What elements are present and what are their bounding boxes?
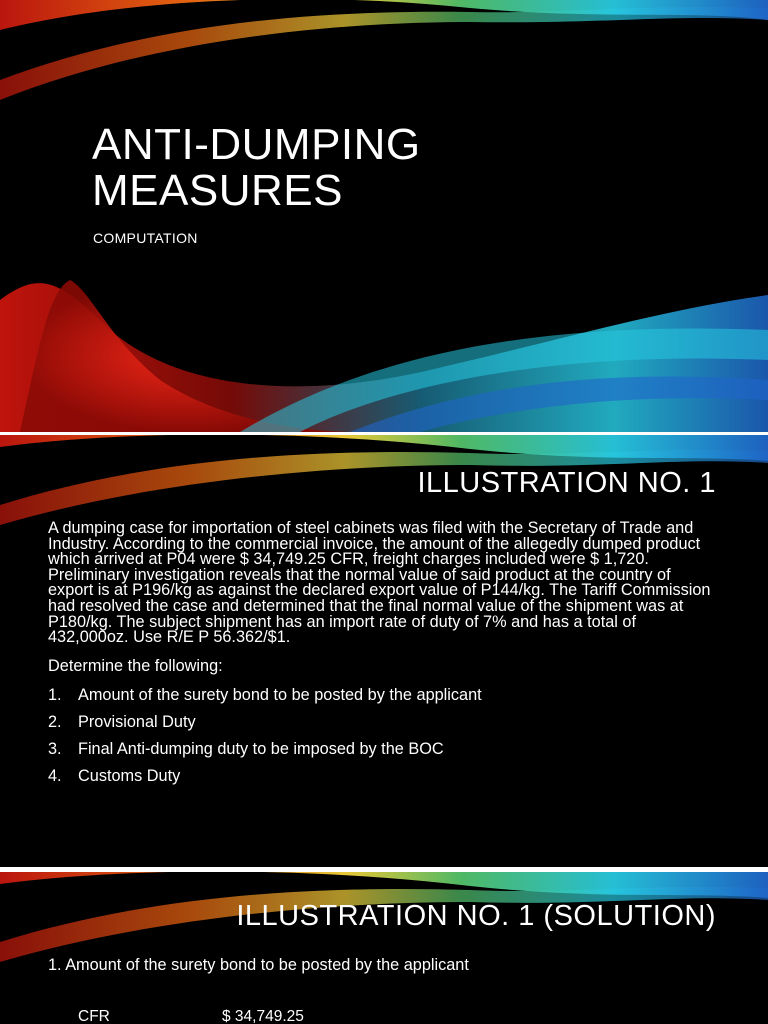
- list-text: Final Anti-dumping duty to be imposed by the BOC: [78, 739, 444, 758]
- swoosh-decoration: [0, 0, 768, 432]
- list-number: 3.: [48, 739, 62, 758]
- cfr-label: CFR: [78, 1008, 110, 1024]
- slide-title: [92, 122, 421, 214]
- list-item: [48, 709, 720, 736]
- list-text: Provisional Duty: [78, 712, 196, 731]
- list-item: [48, 736, 720, 763]
- list-number: 1.: [48, 685, 62, 704]
- solution-line: 1. Amount of the surety bond to be posted by the applicant: [48, 956, 469, 974]
- list-item: [48, 682, 720, 709]
- list-number: 2.: [48, 712, 62, 731]
- swoosh-decoration: [0, 872, 768, 1024]
- slide-body: [48, 521, 720, 790]
- title-slide: [0, 0, 768, 432]
- illustration-slide: [0, 435, 768, 867]
- title-line-1: ANTI-DUMPING: [92, 120, 421, 169]
- list-item: [48, 763, 720, 790]
- determine-label: Determine the following:: [48, 656, 223, 675]
- slide-heading: ILLUSTRATION NO. 1: [417, 467, 716, 499]
- slide-heading: ILLUSTRATION NO. 1 (SOLUTION): [236, 900, 716, 932]
- title-line-2: MEASURES: [92, 166, 343, 215]
- problem-paragraph: A dumping case for importation of steel cabinets was filed with the Secretary of Trade and Industry. According to the commercial invoice, the amount of the allegedly dumped product which arrived at P04 were $ 34,749.25 CFR, freight charges included were $ 1,720. Preliminary investigation reveals that the normal value of said product at the country of export is at P196/kg as against the declared export value of P144/kg. The Tariff Commission had resolved the case and determined that the final normal value of the shipment was at P180/kg. The subject shipment has an import rate of duty of 7% and has a total of 432,000oz. Use R/E P 56.362/$1.: [48, 519, 711, 647]
- question-list: [48, 682, 720, 790]
- solution-slide: [0, 872, 768, 1024]
- list-number: 4.: [48, 766, 62, 785]
- list-text: Customs Duty: [78, 766, 181, 785]
- list-text: Amount of the surety bond to be posted by the applicant: [78, 685, 482, 704]
- cfr-value: $ 34,749.25: [222, 1008, 304, 1024]
- slide-subtitle: COMPUTATION: [93, 230, 198, 246]
